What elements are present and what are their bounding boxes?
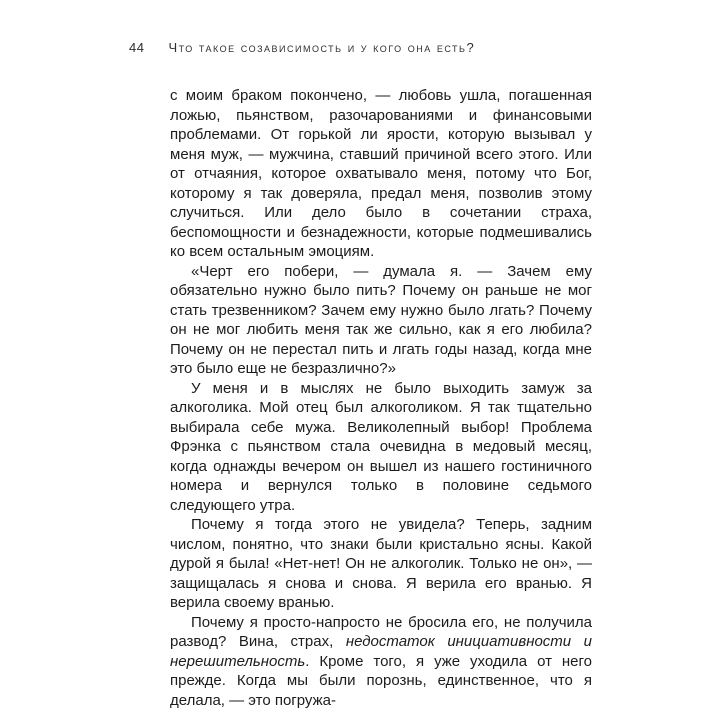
italic-text: недостаток инициативности и нерешительность [170, 633, 593, 670]
body-text: «Черт его побери, — думала я. — Зачем ему обязательно нужно было пить? Почему он раньше не мог стать трезвенником? Зачем ему нужно было лгать? Почему он не мог любить меня так же сильно, как я его любила? Почему он не перестал пить и лгать годы назад, когда мне это было еще не безразлично?» [170, 262, 592, 377]
page-header [129, 40, 600, 55]
paragraph [170, 515, 592, 613]
body-text: с моим браком покончено, — любовь ушла, погашенная ложью, пьянством, разочарованиями и финансовыми проблемами. От горькой ли ярости, которую вызывал у меня муж, — мужчина, ставший причиной всего этого. Или от отчаяния, которое охватывало меня, потому что Бог, которому я так доверяла, предал меня, позволив этому случиться. Или дело было в сочетании страха, беспомощности и безнадежности, которые подмешивались ко всем остальным эмоциям. [170, 87, 592, 260]
paragraph [170, 262, 592, 379]
body-text: . Кроме того, я уже уходила от него прежде. Когда мы были порознь, единственное, что я делала, — это погружа- [170, 652, 592, 709]
body-text: Почему я просто-напросто не бросила его, не получила развод? Вина, страх, [170, 613, 592, 650]
text-block [170, 86, 592, 710]
paragraph [170, 379, 592, 516]
body-text: Почему я тогда этого не увидела? Теперь, задним числом, понятно, что знаки были кристально ясны. Какой дурой я была! «Нет-нет! Он не алкоголик. Только не он», — защищалась я снова и снова. Я верила его вранью. Я верила своему вранью. [170, 516, 592, 611]
paragraph [170, 613, 592, 711]
page-number: 44 [129, 40, 145, 55]
running-title: Что такое созависимость и у кого она есть? [168, 40, 476, 55]
body-text: У меня и в мыслях не было выходить замуж за алкоголика. Мой отец был алкоголиком. Я так тщательно выбирала себе мужа. Великолепный выбор! Проблема Фрэнка с пьянством стала очевидна в медовый месяц, когда однажды вечером он вышел из нашего гостиничного номера и вернулся только в половине седьмого следующего утра. [170, 379, 592, 514]
paragraph [170, 86, 592, 262]
